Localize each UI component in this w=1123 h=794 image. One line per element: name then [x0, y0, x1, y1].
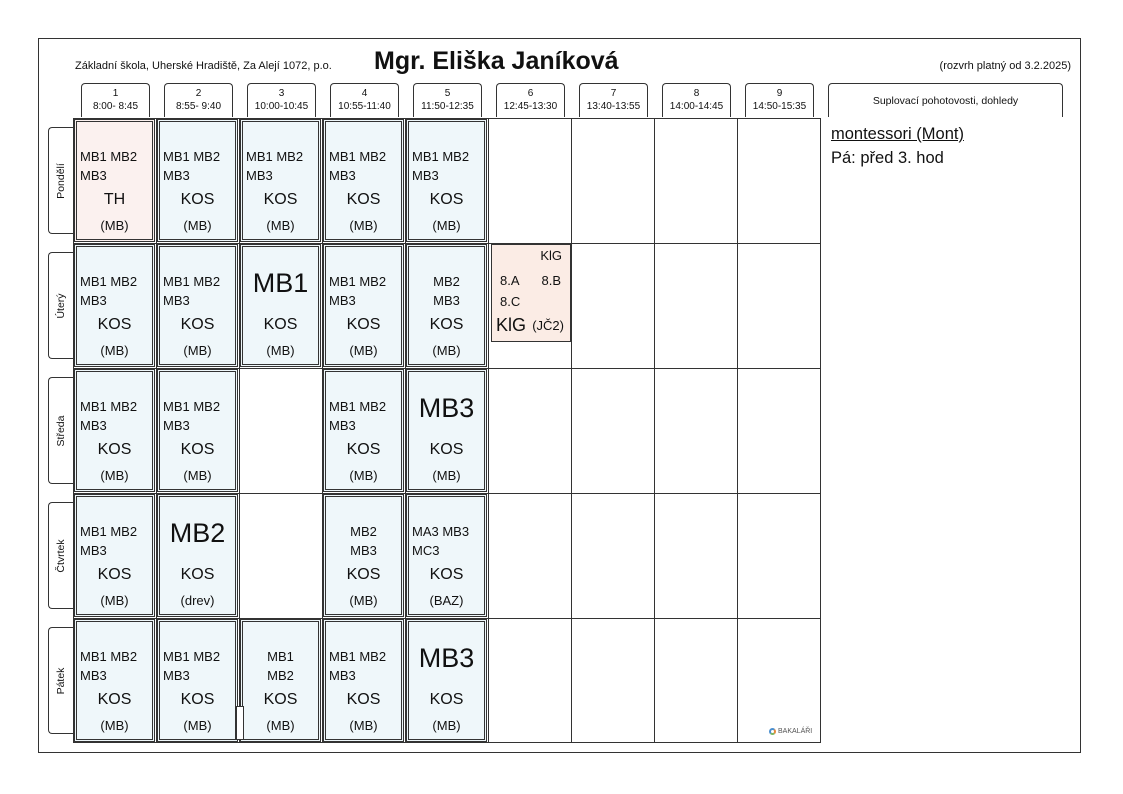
lesson-room: (MB) [432, 718, 461, 733]
lesson-subject: KOS [180, 441, 215, 458]
lesson-fri-2[interactable] [157, 619, 238, 742]
period-time: 14:00-14:45 [669, 101, 724, 112]
day-tab-monday [48, 127, 73, 234]
lesson-groups: MB1 MB2 MB3 [163, 274, 221, 308]
lesson-room: (MB) [183, 343, 212, 358]
lesson-room: (MB) [266, 218, 295, 233]
lesson-subject: KOS [346, 691, 381, 708]
lesson-room: (MB) [100, 343, 129, 358]
lesson-room: (MB) [183, 218, 212, 233]
period-number: 1 [112, 88, 119, 99]
grid-line [737, 118, 738, 743]
lesson-fri-1[interactable] [74, 619, 155, 742]
day-tab-thursday [48, 502, 73, 609]
lesson-room: (MB) [100, 218, 129, 233]
period-number: 2 [195, 88, 202, 99]
lesson-groups: MB1 MB2 MB3 [163, 649, 221, 683]
change-marker [236, 706, 244, 740]
lesson-room: (MB) [432, 343, 461, 358]
lesson-groups: MB1 MB2 MB3 [80, 649, 138, 683]
lesson-room: (MB) [100, 468, 129, 483]
day-label: Středa [55, 415, 67, 446]
lesson-room: (MB) [100, 593, 129, 608]
lesson-tue-4[interactable] [323, 244, 404, 367]
lesson-room: (MB) [266, 718, 295, 733]
lesson-group-large: MB1 [252, 268, 309, 298]
lesson-teacher: KlG [540, 248, 562, 263]
lesson-groups: MB1 MB2 MB3 [329, 274, 387, 308]
lesson-groups: MB1 MB2 MB3 [80, 274, 138, 308]
period-header-3 [247, 83, 316, 117]
lesson-subject: KOS [180, 566, 215, 583]
supervision-column [821, 118, 1071, 743]
lesson-room: (MB) [183, 468, 212, 483]
period-header-4 [330, 83, 399, 117]
period-number: 6 [527, 88, 534, 99]
lesson-room: (MB) [432, 468, 461, 483]
lesson-tue-1[interactable] [74, 244, 155, 367]
day-label: Pondělí [55, 162, 67, 199]
lesson-group-large: MB3 [418, 393, 475, 423]
period-header-8 [662, 83, 731, 117]
period-time: 14:50-15:35 [752, 101, 807, 112]
period-number: 8 [693, 88, 700, 99]
lesson-room: (MB) [349, 343, 378, 358]
lesson-fri-4[interactable] [323, 619, 404, 742]
lesson-subject: KOS [263, 191, 298, 208]
supervision-header: Suplovací pohotovosti, dohledy [828, 83, 1063, 117]
grid-line [571, 118, 572, 743]
logo-text: BAKALÁŘI [778, 728, 813, 735]
lesson-groups: MB1 MB2 MB3 [412, 149, 470, 183]
lesson-subject: KOS [263, 691, 298, 708]
lesson-groups: MB2 MB3 [350, 524, 377, 558]
lesson-wed-5[interactable] [406, 369, 487, 492]
lesson-wed-2[interactable] [157, 369, 238, 492]
lesson-tue-6[interactable] [491, 244, 571, 342]
bakalari-logo [769, 728, 812, 735]
period-number: 4 [361, 88, 368, 99]
lesson-mon-2[interactable] [157, 119, 238, 242]
lesson-mon-4[interactable] [323, 119, 404, 242]
lesson-class: 8.B [541, 273, 561, 288]
day-tab-tuesday [48, 252, 73, 359]
lesson-groups: MB1 MB2 MB3 [80, 399, 138, 433]
period-number: 9 [776, 88, 783, 99]
lesson-subject: KOS [346, 441, 381, 458]
lesson-subject: TH [103, 191, 126, 208]
lesson-groups: MB1 MB2 MB3 [246, 149, 304, 183]
grid-line [654, 118, 655, 743]
lesson-groups: MB1 MB2 MB3 [329, 649, 387, 683]
lesson-groups: MB1 MB2 MB3 [80, 524, 138, 558]
bakalari-logo-icon [769, 728, 776, 735]
lesson-room: (JČ2) [532, 318, 564, 333]
lesson-subject: KOS [429, 691, 464, 708]
supervision-title: montessori (Mont) [831, 125, 964, 143]
lesson-groups: MB1 MB2 MB3 [329, 149, 387, 183]
period-time: 8:55- 9:40 [175, 101, 222, 112]
period-header-2 [164, 83, 233, 117]
lesson-subject: KOS [263, 316, 298, 333]
lesson-group-large: MB2 [169, 518, 226, 548]
lesson-groups: MB1 MB2 MB3 [80, 149, 138, 183]
lesson-groups: MB1 MB2 MB3 [329, 399, 387, 433]
period-number: 3 [278, 88, 285, 99]
lesson-fri-5[interactable] [406, 619, 487, 742]
day-label: Pátek [55, 667, 67, 694]
lesson-class: 8.A [500, 273, 520, 288]
supervision-entry: Pá: před 3. hod [831, 149, 944, 167]
lesson-thu-4[interactable] [323, 494, 404, 617]
lesson-subject: KOS [180, 691, 215, 708]
lesson-mon-1[interactable] [74, 119, 155, 242]
school-name: Základní škola, Uherské Hradiště, Za Alejí 1072, p.o. [75, 60, 332, 72]
lesson-room: (MB) [349, 218, 378, 233]
lesson-subject: KOS [97, 691, 132, 708]
period-time: 13:40-13:55 [586, 101, 641, 112]
lesson-subject: KOS [346, 316, 381, 333]
lesson-subject: KOS [429, 566, 464, 583]
lesson-subject: KOS [429, 316, 464, 333]
day-label: Úterý [55, 292, 67, 319]
lesson-room: (MB) [349, 468, 378, 483]
lesson-subject: KOS [346, 566, 381, 583]
lesson-mon-3[interactable] [240, 119, 321, 242]
lesson-subject: KOS [97, 441, 132, 458]
lesson-groups: MA3 MB3 MC3 [412, 524, 470, 558]
lesson-groups: MB1 MB2 MB3 [163, 399, 221, 433]
lesson-tue-2[interactable] [157, 244, 238, 367]
period-number: 7 [610, 88, 617, 99]
period-time: 12:45-13:30 [503, 101, 558, 112]
lesson-thu-2[interactable] [157, 494, 238, 617]
period-time: 8:00- 8:45 [92, 101, 139, 112]
teacher-name: Mgr. Eliška Janíková [374, 47, 619, 75]
period-header-7 [579, 83, 648, 117]
lesson-room: (MB) [349, 593, 378, 608]
period-header-1 [81, 83, 150, 117]
period-time: 10:55-11:40 [338, 101, 391, 112]
lesson-room: (MB) [432, 218, 461, 233]
lesson-room: (MB) [183, 718, 212, 733]
lesson-class: 8.C [500, 294, 521, 309]
day-label: Čtvrtek [55, 538, 67, 573]
lesson-subject: KOS [429, 441, 464, 458]
lesson-thu-5[interactable] [406, 494, 487, 617]
lesson-room: (drev) [180, 593, 215, 608]
lesson-tue-3[interactable] [240, 244, 321, 367]
lesson-subject: KOS [346, 191, 381, 208]
day-tab-friday [48, 627, 73, 734]
lesson-subject: KlG [496, 315, 527, 335]
lesson-subject: KOS [97, 566, 132, 583]
period-number: 5 [444, 88, 451, 99]
lesson-mon-5[interactable] [406, 119, 487, 242]
lesson-room: (MB) [266, 343, 295, 358]
lesson-group-large: MB3 [418, 643, 475, 673]
lesson-groups: MB2 MB3 [433, 274, 460, 308]
period-header-9 [745, 83, 814, 117]
day-tab-wednesday [48, 377, 73, 484]
period-time: 11:50-12:35 [421, 101, 474, 112]
lesson-room: (BAZ) [429, 593, 464, 608]
lesson-groups: MB1 MB2 [267, 649, 294, 683]
lesson-groups: MB1 MB2 MB3 [163, 149, 221, 183]
period-header-5 [413, 83, 482, 117]
lesson-tue-5[interactable] [406, 244, 487, 367]
lesson-thu-1[interactable] [74, 494, 155, 617]
grid-line [488, 118, 489, 743]
lesson-subject: KOS [180, 191, 215, 208]
lesson-subject: KOS [180, 316, 215, 333]
lesson-subject: KOS [429, 191, 464, 208]
period-time: 10:00-10:45 [254, 101, 309, 112]
lesson-wed-4[interactable] [323, 369, 404, 492]
lesson-subject: KOS [97, 316, 132, 333]
lesson-room: (MB) [349, 718, 378, 733]
lesson-room: (MB) [100, 718, 129, 733]
validity-date: (rozvrh platný od 3.2.2025) [939, 60, 1071, 72]
lesson-wed-1[interactable] [74, 369, 155, 492]
lesson-fri-3[interactable] [240, 619, 321, 742]
period-header-6 [496, 83, 565, 117]
